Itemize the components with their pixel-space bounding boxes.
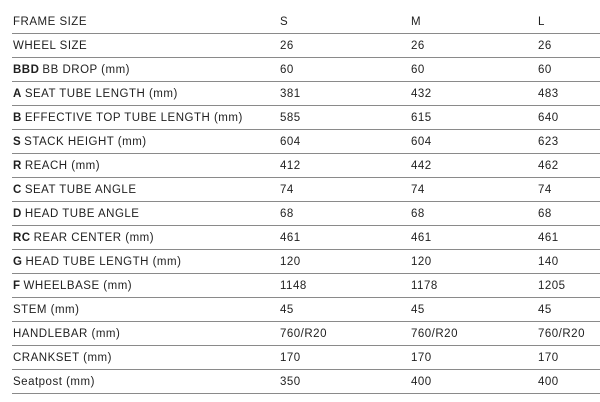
measurement-label: REACH (mm) [24, 159, 101, 172]
row-label-cell [12, 154, 279, 178]
measurement-code: F [13, 279, 21, 292]
value-s: 60 [279, 58, 410, 82]
measurement-code: S [13, 135, 22, 148]
value-l: 68 [537, 202, 600, 226]
header-size-l: L [537, 10, 600, 34]
measurement-label: WHEELBASE (mm) [23, 279, 133, 292]
table-row [12, 178, 600, 202]
measurement-label: STACK HEIGHT (mm) [24, 135, 147, 148]
value-m: 442 [410, 154, 537, 178]
table-row [12, 250, 600, 274]
measurement-label: Seatpost (mm) [13, 375, 95, 388]
table-row [12, 226, 600, 250]
value-l: 74 [537, 178, 600, 202]
table-row [12, 130, 600, 154]
value-l: 483 [537, 82, 600, 106]
value-l: 400 [537, 370, 600, 394]
table-row [12, 106, 600, 130]
value-l: 140 [537, 250, 600, 274]
table-row [12, 346, 600, 370]
value-s: 120 [279, 250, 410, 274]
header-size-m: M [410, 10, 537, 34]
measurement-label: EFFECTIVE TOP TUBE LENGTH (mm) [24, 111, 243, 124]
measurement-label: STEM (mm) [13, 303, 80, 316]
measurement-label: HEAD TUBE LENGTH (mm) [25, 255, 182, 268]
row-label-cell [12, 322, 279, 346]
value-m: 60 [410, 58, 537, 82]
value-m: 615 [410, 106, 537, 130]
measurement-code: G [13, 255, 23, 268]
row-label-cell [12, 82, 279, 106]
value-m: 74 [410, 178, 537, 202]
row-label-cell [12, 298, 279, 322]
value-l: 640 [537, 106, 600, 130]
measurement-label: REAR CENTER (mm) [33, 231, 155, 244]
geometry-table [12, 10, 600, 394]
measurement-code: C [13, 183, 22, 196]
measurement-label: CRANKSET (mm) [13, 351, 112, 364]
measurement-code: BBD [13, 63, 40, 76]
value-m: 432 [410, 82, 537, 106]
row-label-cell [12, 274, 279, 298]
measurement-label: SEAT TUBE ANGLE [24, 183, 137, 196]
value-s: 26 [279, 34, 410, 58]
measurement-label: HEAD TUBE ANGLE [24, 207, 140, 220]
row-label-cell [12, 130, 279, 154]
row-label-cell [12, 178, 279, 202]
value-s: 604 [279, 130, 410, 154]
value-m: 45 [410, 298, 537, 322]
measurement-code: D [13, 207, 22, 220]
value-m: 68 [410, 202, 537, 226]
value-s: 585 [279, 106, 410, 130]
value-s: 381 [279, 82, 410, 106]
row-label-cell [12, 34, 279, 58]
value-s: 1148 [279, 274, 410, 298]
table-row [12, 370, 600, 394]
value-l: 623 [537, 130, 600, 154]
measurement-code: RC [13, 231, 31, 244]
value-m: 604 [410, 130, 537, 154]
header-size-s: S [279, 10, 410, 34]
header-row [12, 10, 600, 34]
value-s: 74 [279, 178, 410, 202]
measurement-code: A [13, 87, 22, 100]
value-m: 26 [410, 34, 537, 58]
geometry-table-body [12, 10, 600, 394]
value-s: 760/R20 [279, 322, 410, 346]
measurement-code: B [13, 111, 22, 124]
value-s: 461 [279, 226, 410, 250]
value-m: 461 [410, 226, 537, 250]
value-m: 400 [410, 370, 537, 394]
value-l: 170 [537, 346, 600, 370]
measurement-label: HANDLEBAR (mm) [13, 327, 121, 340]
value-l: 760/R20 [537, 322, 600, 346]
table-row [12, 154, 600, 178]
value-m: 170 [410, 346, 537, 370]
value-l: 461 [537, 226, 600, 250]
row-label-cell [12, 250, 279, 274]
table-row [12, 58, 600, 82]
table-row [12, 34, 600, 58]
measurement-label: SEAT TUBE LENGTH (mm) [24, 87, 178, 100]
table-row [12, 322, 600, 346]
measurement-label: BB DROP (mm) [42, 63, 130, 76]
value-l: 1205 [537, 274, 600, 298]
value-s: 412 [279, 154, 410, 178]
measurement-label: WHEEL SIZE [13, 39, 88, 52]
row-label-cell [12, 226, 279, 250]
row-label-cell [12, 202, 279, 226]
row-label-cell [12, 58, 279, 82]
value-m: 760/R20 [410, 322, 537, 346]
value-s: 170 [279, 346, 410, 370]
table-row [12, 298, 600, 322]
value-l: 462 [537, 154, 600, 178]
row-label-cell [12, 346, 279, 370]
value-l: 45 [537, 298, 600, 322]
table-row [12, 82, 600, 106]
value-l: 60 [537, 58, 600, 82]
value-s: 45 [279, 298, 410, 322]
value-s: 68 [279, 202, 410, 226]
value-l: 26 [537, 34, 600, 58]
measurement-code: R [13, 159, 22, 172]
row-label-cell [12, 106, 279, 130]
value-s: 350 [279, 370, 410, 394]
table-row [12, 202, 600, 226]
value-m: 1178 [410, 274, 537, 298]
row-label-cell [12, 370, 279, 394]
table-row [12, 274, 600, 298]
value-m: 120 [410, 250, 537, 274]
header-label: FRAME SIZE [12, 10, 279, 34]
